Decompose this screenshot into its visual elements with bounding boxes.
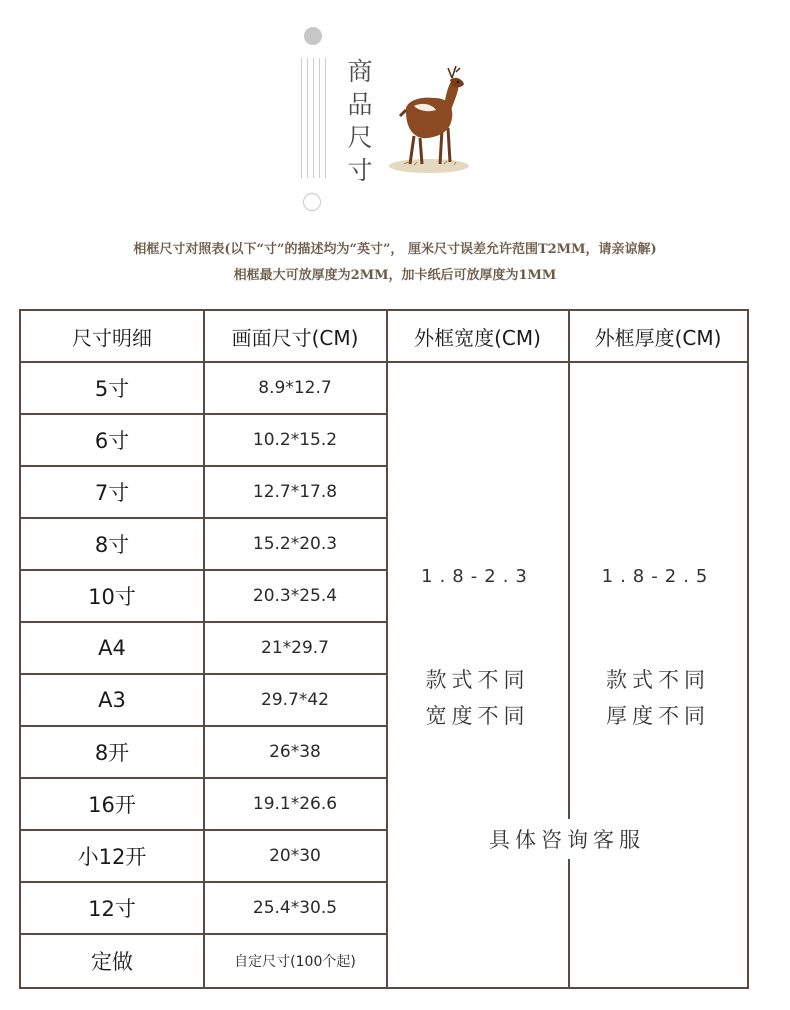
- table-row-dim: 20*30: [269, 845, 321, 866]
- table-row-dim: 21*29.7: [261, 637, 329, 658]
- consult-customer-service: 具体咨询客服: [489, 828, 645, 852]
- table-row-dim: 12.7*17.8: [252, 481, 338, 502]
- table-row-dim: 26*38: [269, 741, 321, 762]
- table-row-size: 16开: [88, 792, 136, 817]
- size-note-line-1: 相框尺寸对照表(以下“寸”的描述均为“英寸”， 厘米尺寸误差允许范围T2MM，请亲谅解): [133, 242, 657, 257]
- frame-width-range: 1.8-2.3: [421, 565, 534, 587]
- title-char: 寸: [347, 156, 373, 185]
- deer-illustration: [384, 66, 474, 178]
- table-row-size: A4: [98, 635, 126, 660]
- thickness-note-line: 厚度不同: [606, 704, 710, 728]
- table-row-size: 8寸: [94, 532, 130, 557]
- header-frame-width: 外框宽度(CM): [414, 325, 541, 350]
- width-note-line: 宽度不同: [425, 704, 530, 728]
- table-row-size: 5寸: [94, 376, 130, 401]
- frame-thickness-range: 1.8-2.5: [601, 565, 715, 587]
- table-row-dim: 8.9*12.7: [258, 377, 332, 398]
- table-row-dim: 15.2*20.3: [252, 533, 338, 554]
- frame-width-note: [387, 661, 568, 735]
- decorative-dot-bottom: [303, 193, 321, 211]
- table-row-size: 8开: [94, 740, 130, 765]
- table-row-dim: 25.4*30.5: [252, 897, 338, 918]
- table-row-size: 6寸: [94, 428, 130, 453]
- title-char: 商: [347, 57, 373, 86]
- header-picture-size: 画面尺寸(CM): [231, 325, 359, 350]
- table-row-dim: 20.3*25.4: [252, 585, 338, 606]
- page-title: [343, 55, 377, 187]
- table-row-dim: 自定尺寸(100个起): [234, 953, 356, 970]
- table-row-size: 7寸: [94, 480, 130, 505]
- header-frame-thickness: 外框厚度(CM): [594, 325, 722, 350]
- table-row-dim: 19.1*26.6: [252, 793, 338, 814]
- width-note-line: 款式不同: [425, 668, 530, 692]
- title-char: 品: [347, 90, 373, 119]
- table-row-size: 定做: [91, 949, 133, 974]
- decorative-lines: [301, 58, 327, 178]
- header-size-detail: 尺寸明细: [72, 325, 152, 350]
- table-row-size: 小12开: [77, 844, 147, 869]
- frame-thickness-note: [569, 661, 747, 735]
- table-row-size: A3: [98, 687, 126, 712]
- table-row-dim: 29.7*42: [261, 689, 329, 710]
- table-row-size: 12寸: [88, 896, 136, 921]
- size-table: [19, 309, 749, 989]
- decorative-dot-top: [304, 27, 322, 45]
- table-row-dim: 10.2*15.2: [252, 429, 338, 450]
- table-row-size: 10寸: [88, 584, 136, 609]
- column-divider: [568, 311, 570, 987]
- size-note-line-2: 相框最大可放厚度为2MM，加卡纸后可放厚度为1MM: [233, 268, 557, 283]
- thickness-note-line: 款式不同: [606, 668, 710, 692]
- title-char: 尺: [347, 123, 373, 152]
